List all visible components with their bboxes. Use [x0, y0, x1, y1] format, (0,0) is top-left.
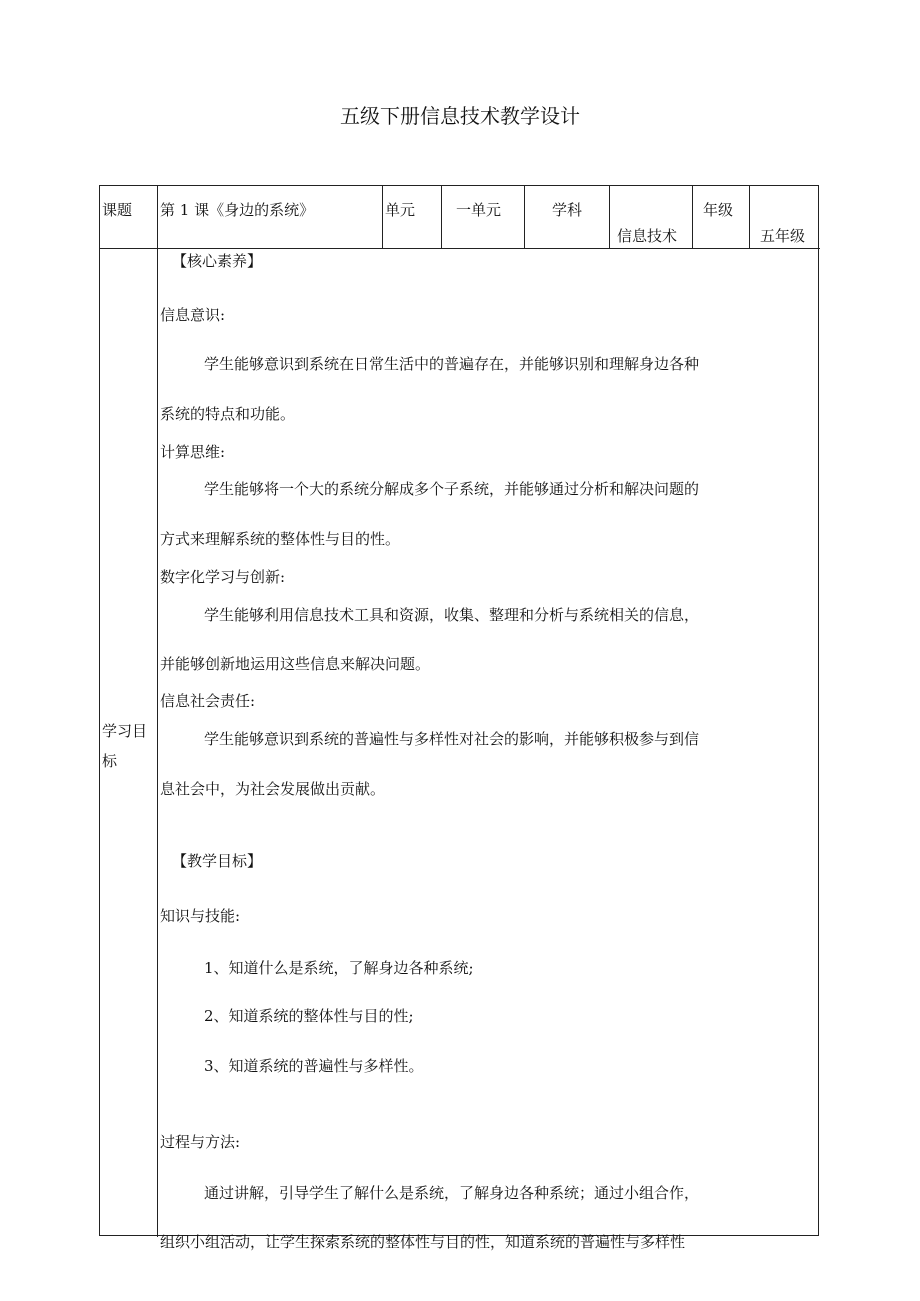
paragraph-line: 息社会中，为社会发展做出贡献。	[160, 780, 386, 798]
paragraph-line: 并能够创新地运用这些信息来解决问题。	[160, 655, 431, 673]
col-divider	[749, 186, 750, 248]
paragraph-line: 学生能够意识到系统在日常生活中的普遍存在，并能够识别和理解身边各种	[204, 355, 700, 373]
section-heading-teaching-goals: 【教学目标】	[172, 852, 263, 870]
header-unit-value: 一单元	[456, 201, 502, 219]
col-divider	[692, 186, 693, 248]
side-label-learning-goals: 学习目标	[102, 722, 148, 770]
paragraph-line: 学生能够意识到系统的普遍性与多样性对社会的影响，并能够积极参与到信	[204, 730, 700, 748]
paragraph-line-clipped: 组织小组活动，让学生探索系统的整体性与目的性，知道系统的普遍性与多样性	[160, 1233, 686, 1251]
paragraph-line: 系统的特点和功能。	[160, 405, 296, 423]
page-title: 五级下册信息技术教学设计	[340, 104, 580, 128]
col-divider	[524, 186, 525, 248]
subheading: 过程与方法:	[160, 1133, 241, 1151]
list-item: 1、知道什么是系统，了解身边各种系统;	[204, 959, 474, 977]
col-divider	[609, 186, 610, 248]
subheading: 数字化学习与创新:	[160, 568, 286, 586]
subheading: 知识与技能:	[160, 907, 241, 925]
subheading: 计算思维:	[160, 443, 226, 461]
lesson-plan-table	[99, 185, 819, 1251]
paragraph-line: 学生能够将一个大的系统分解成多个子系统，并能够通过分析和解决问题的	[204, 480, 700, 498]
header-topic-value: 第 1 课《身边的系统》	[160, 201, 315, 219]
header-topic-label: 课题	[102, 201, 133, 219]
header-unit-label: 单元	[385, 201, 416, 219]
col-divider	[441, 186, 442, 248]
header-grade-value: 五年级	[760, 227, 806, 245]
subheading: 信息意识:	[160, 306, 226, 324]
header-grade-label: 年级	[703, 201, 734, 219]
paragraph-line: 方式来理解系统的整体性与目的性。	[160, 530, 401, 548]
header-subject-value: 信息技术	[617, 227, 678, 245]
list-item: 2、知道系统的整体性与目的性;	[204, 1007, 414, 1025]
header-row-divider	[100, 248, 820, 249]
header-subject-label: 学科	[552, 201, 583, 219]
paragraph-line: 通过讲解，引导学生了解什么是系统，了解身边各种系统；通过小组合作，	[204, 1184, 700, 1202]
list-item: 3、知道系统的普遍性与多样性。	[204, 1057, 424, 1075]
col-divider	[157, 186, 158, 1237]
subheading: 信息社会责任:	[160, 692, 256, 710]
section-heading-core-literacy: 【核心素养】	[172, 252, 263, 270]
col-divider	[382, 186, 383, 248]
paragraph-line: 学生能够利用信息技术工具和资源，收集、整理和分析与系统相关的信息，	[204, 606, 700, 624]
